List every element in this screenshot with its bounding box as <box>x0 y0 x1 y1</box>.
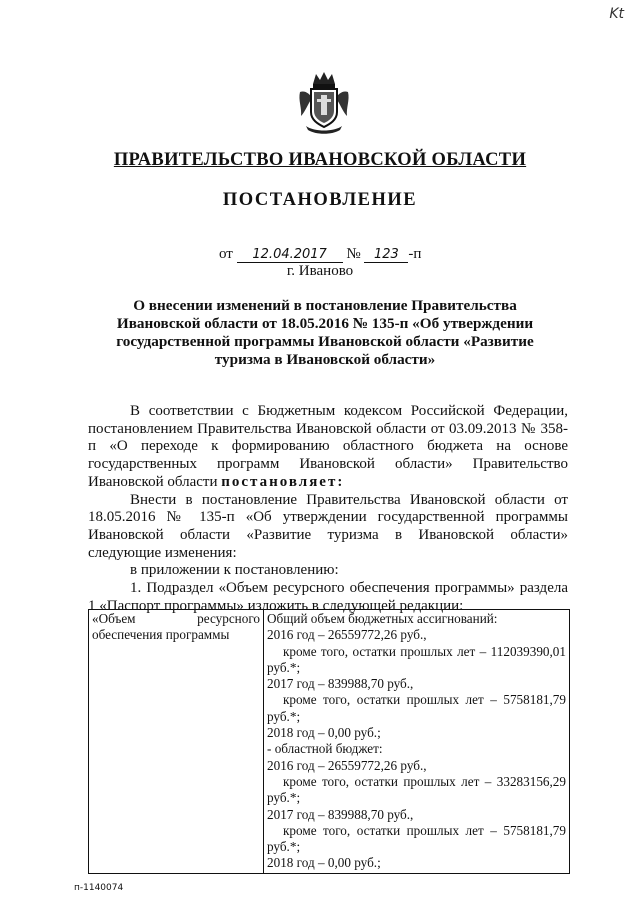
value-line: 2017 год – 839988,70 руб., <box>267 676 414 692</box>
value-line: 2017 год – 839988,70 руб., <box>267 806 414 822</box>
resolves-word: постановляет: <box>221 473 345 490</box>
table-value-cell <box>264 610 570 874</box>
document-type: ПОСТАНОВЛЕНИЕ <box>222 190 418 210</box>
item-1-paragraph: 1. Подраздел «Объем ресурсного обеспечения программы» раздела 1 «Паспорт программы» изложить в следующей редакции: <box>88 580 568 614</box>
document-body <box>88 403 568 615</box>
number-prefix: № <box>346 246 361 262</box>
coat-of-arms-icon <box>296 70 352 136</box>
resource-table <box>88 609 570 874</box>
date-prefix: от <box>219 246 233 262</box>
value-line: кроме того, остатки прошлых лет – 5758181,79 <box>283 692 566 708</box>
value-line: кроме того, остатки прошлых лет – 5758181,79 <box>283 822 566 838</box>
value-line: руб.*; <box>267 659 301 675</box>
value-line: 2016 год – 26559772,26 руб., <box>267 757 427 773</box>
value-line: руб.*; <box>267 708 301 724</box>
value-line: кроме того, остатки прошлых лет – 112039390,01 <box>283 643 566 659</box>
value-line: 2018 год – 0,00 руб.; <box>267 725 381 741</box>
preamble-paragraph: В соответствии с Бюджетным кодексом Российской Федерации, постановлением Правительства Ивановской области от 03.09.2013 № 358-п «О переходе к формированию областного бюджета на основе государственных программ Ивановской области» Правительство Ивановской области постановляет: <box>88 403 568 490</box>
number-suffix: -п <box>408 246 422 262</box>
table-label-cell: «Объем ресурсного обеспечения программы <box>89 610 264 874</box>
value-line: руб.*; <box>267 839 301 855</box>
date-number-line <box>219 246 421 263</box>
value-line: кроме того, остатки прошлых лет – 33283156,29 <box>283 773 566 789</box>
value-line: руб.*; <box>267 790 301 806</box>
amendment-paragraph: Внести в постановление Правительства Ивановской области от 18.05.2016 № 135-п «Об утверждении государственной программы Ивановской области «Развитие туризма в Ивановской области» следующие изменения: <box>88 491 568 561</box>
value-line: - областной бюджет: <box>267 741 383 757</box>
value-line: Общий объем бюджетных ассигнований: <box>267 611 498 626</box>
handwritten-number: 123 <box>364 247 408 263</box>
value-line: 2016 год – 26559772,26 руб., <box>267 627 427 643</box>
document-subject: О внесении изменений в постановление Правительства Ивановской области от 18.05.2016 № 135-п «Об утверждении государственной программы Ивановской области «Развитие туризма в Ивановской области» <box>116 297 534 368</box>
handwritten-date: 12.04.2017 <box>237 247 343 263</box>
table-row <box>89 610 570 874</box>
city: г. Иваново <box>286 263 354 279</box>
government-title: ПРАВИТЕЛЬСТВО ИВАНОВСКОЙ ОБЛАСТИ <box>113 150 527 170</box>
value-lines <box>267 611 566 872</box>
value-line: 2018 год – 0,00 руб.; <box>267 855 381 871</box>
handwritten-corner-mark: Kt <box>609 6 624 22</box>
footer-code: п-1140074 <box>74 883 124 893</box>
appendix-paragraph: в приложении к постановлению: <box>130 562 339 579</box>
